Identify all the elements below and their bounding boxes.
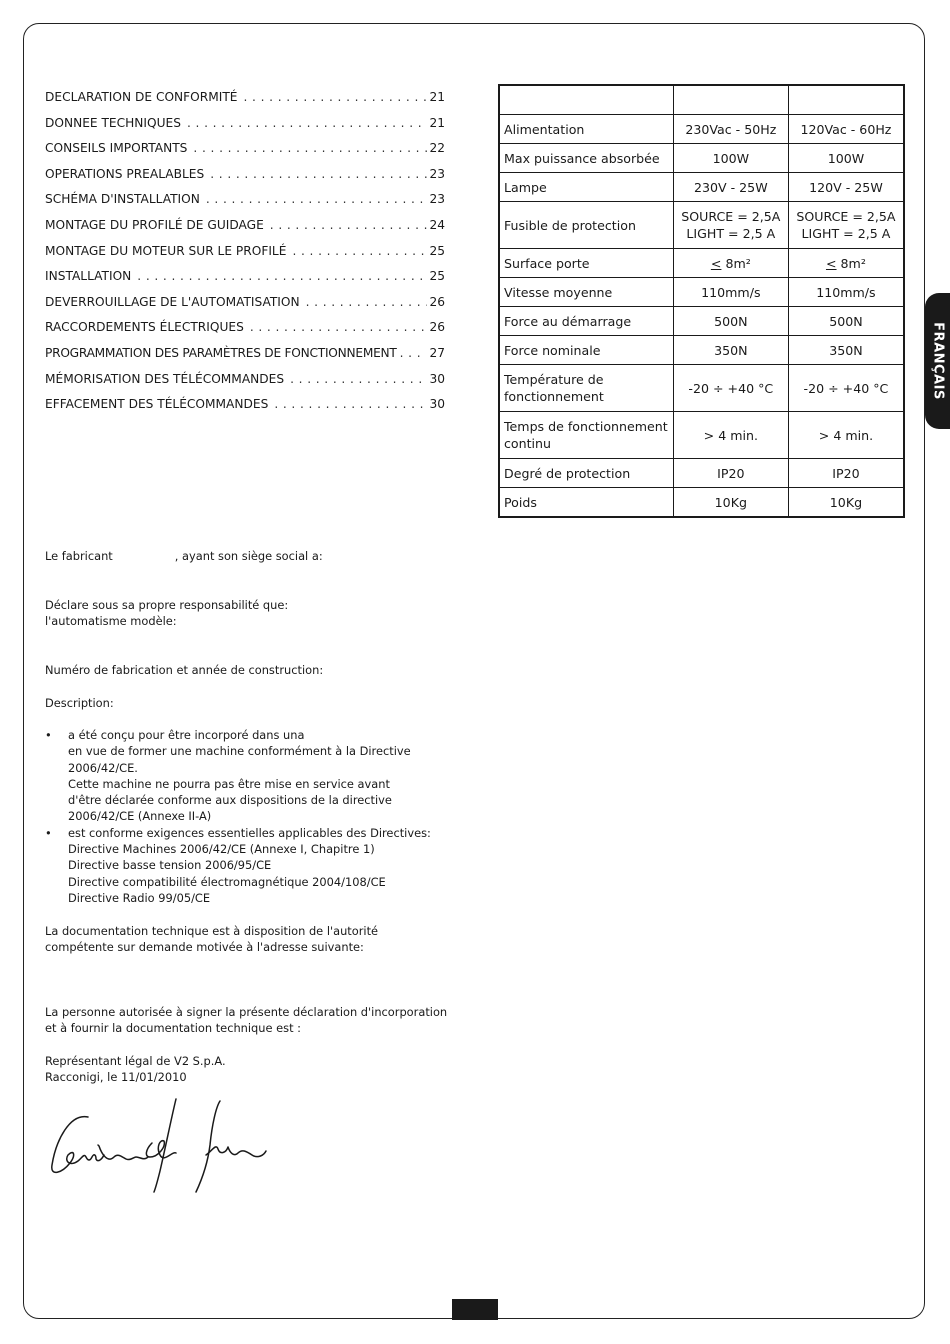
toc-item[interactable]: RACCORDEMENTS ÉLECTRIQUES . . . 26 <box>45 320 445 346</box>
row-label: Force nominale <box>499 336 673 365</box>
toc-item[interactable]: EFFACEMENT DES TÉLÉCOMMANDES . . . 30 <box>45 397 445 423</box>
row-value: 230Vac - 50Hz <box>673 115 788 144</box>
row-label: Force au démarrage <box>499 307 673 336</box>
row-value: 500N <box>788 307 904 336</box>
table-row <box>499 144 904 173</box>
table-row <box>499 249 904 278</box>
table-row <box>499 459 904 488</box>
row-label: Alimentation <box>499 115 673 144</box>
row-value: 120V - 25W <box>788 173 904 202</box>
table-header-cell <box>673 85 788 115</box>
table-row <box>499 202 904 249</box>
row-label: Vitesse moyenne <box>499 278 673 307</box>
table-header-row <box>499 85 904 115</box>
less-equal-sign: < <box>825 255 837 271</box>
row-value: 10Kg <box>788 488 904 518</box>
table-row <box>499 412 904 459</box>
row-label: Fusible de protection <box>499 202 673 249</box>
row-value: > 4 min. <box>788 412 904 459</box>
table-header-cell <box>788 85 904 115</box>
handwritten-signature <box>48 1095 270 1195</box>
table-row <box>499 307 904 336</box>
row-value: < 8m² <box>788 249 904 278</box>
table-header-cell <box>499 85 673 115</box>
toc-item[interactable]: OPERATIONS PREALABLES . . . 23 <box>45 167 445 193</box>
row-value: -20 ÷ +40 °C <box>788 365 904 412</box>
row-label: Lampe <box>499 173 673 202</box>
row-value: 350N <box>788 336 904 365</box>
toc-item[interactable]: MONTAGE DU PROFILÉ DE GUIDAGE . . . 24 <box>45 218 445 244</box>
table-row <box>499 365 904 412</box>
row-value: 110mm/s <box>788 278 904 307</box>
row-value: SOURCE = 2,5A LIGHT = 2,5 A <box>788 202 904 249</box>
manufacturer-line: Le fabricant , ayant son siège social a: <box>45 549 323 563</box>
list-item: • a été conçu pour être incorporé dans una en vue de former une machine conformément à la Directive 2006/42/CE. Cette machine ne pourra pas être mise en service avant d'être déclarée conforme aux dispositions de la directive 2006/42/CE (Annexe II-A) <box>45 727 475 825</box>
row-value: -20 ÷ +40 °C <box>673 365 788 412</box>
table-row <box>499 336 904 365</box>
conformity-list <box>45 727 475 906</box>
row-value: 500N <box>673 307 788 336</box>
row-value: IP20 <box>788 459 904 488</box>
row-value: 350N <box>673 336 788 365</box>
page-number-tab <box>452 1299 498 1320</box>
toc-item[interactable]: DEVERROUILLAGE DE L'AUTOMATISATION . . . 26 <box>45 295 445 321</box>
row-value: 100W <box>788 144 904 173</box>
row-value: 120Vac - 60Hz <box>788 115 904 144</box>
signatory-block: Représentant légal de V2 S.p.A. Racconigi, le 11/01/2010 <box>45 1054 226 1085</box>
row-label: Temps de fonctionnement continu <box>499 412 673 459</box>
row-value: 110mm/s <box>673 278 788 307</box>
table-row <box>499 173 904 202</box>
row-value: 230V - 25W <box>673 173 788 202</box>
table-row <box>499 115 904 144</box>
less-equal-sign: < <box>710 255 722 271</box>
row-value: > 4 min. <box>673 412 788 459</box>
toc-item[interactable]: PROGRAMMATION DES PARAMÈTRES DE FONCTIONNEMENT . . . 27 <box>45 346 445 372</box>
toc-item[interactable]: DONNEE TECHNIQUES . . . 21 <box>45 116 445 142</box>
documentation-note: La documentation technique est à disposition de l'autorité compétente sur demande motivée à l'adresse suivante: <box>45 924 379 955</box>
toc-item[interactable]: INSTALLATION . . . 25 <box>45 269 445 295</box>
table-row <box>499 488 904 518</box>
row-label: Poids <box>499 488 673 518</box>
row-label: Degré de protection <box>499 459 673 488</box>
technical-data-table <box>498 84 905 518</box>
list-item: • est conforme exigences essentielles applicables des Directives: Directive Machines 2006/42/CE (Annexe I, Chapitre 1) Directive basse tension 2006/95/CE Directive compatibilité électromagnétique 2004/108/CE Directive Radio 99/05/CE <box>45 825 475 906</box>
toc-item[interactable]: MONTAGE DU MOTEUR SUR LE PROFILÉ . . . 25 <box>45 244 445 270</box>
language-tab <box>925 293 950 429</box>
table-of-contents <box>45 90 445 423</box>
serial-number-label: Numéro de fabrication et année de construction: <box>45 663 324 677</box>
declaration-statement: Déclare sous sa propre responsabilité que: l'automatisme modèle: <box>45 598 289 629</box>
row-label: Température de fonctionnement <box>499 365 673 412</box>
toc-item[interactable]: SCHÉMA D'INSTALLATION . . . 23 <box>45 192 445 218</box>
row-label: Surface porte <box>499 249 673 278</box>
authorized-person-note: La personne autorisée à signer la présente déclaration d'incorporation et à fournir la documentation technique est : <box>45 1005 448 1036</box>
row-value: SOURCE = 2,5A LIGHT = 2,5 A <box>673 202 788 249</box>
row-value: 10Kg <box>673 488 788 518</box>
row-value: < 8m² <box>673 249 788 278</box>
description-label: Description: <box>45 696 114 710</box>
toc-item[interactable]: CONSEILS IMPORTANTS . . . 22 <box>45 141 445 167</box>
row-value: IP20 <box>673 459 788 488</box>
table-row <box>499 278 904 307</box>
language-tab-label: FRANÇAIS <box>930 322 945 400</box>
row-label: Max puissance absorbée <box>499 144 673 173</box>
toc-item[interactable]: DECLARATION DE CONFORMITÉ . . . 21 <box>45 90 445 116</box>
toc-item[interactable]: MÉMORISATION DES TÉLÉCOMMANDES . . . 30 <box>45 372 445 398</box>
row-value: 100W <box>673 144 788 173</box>
